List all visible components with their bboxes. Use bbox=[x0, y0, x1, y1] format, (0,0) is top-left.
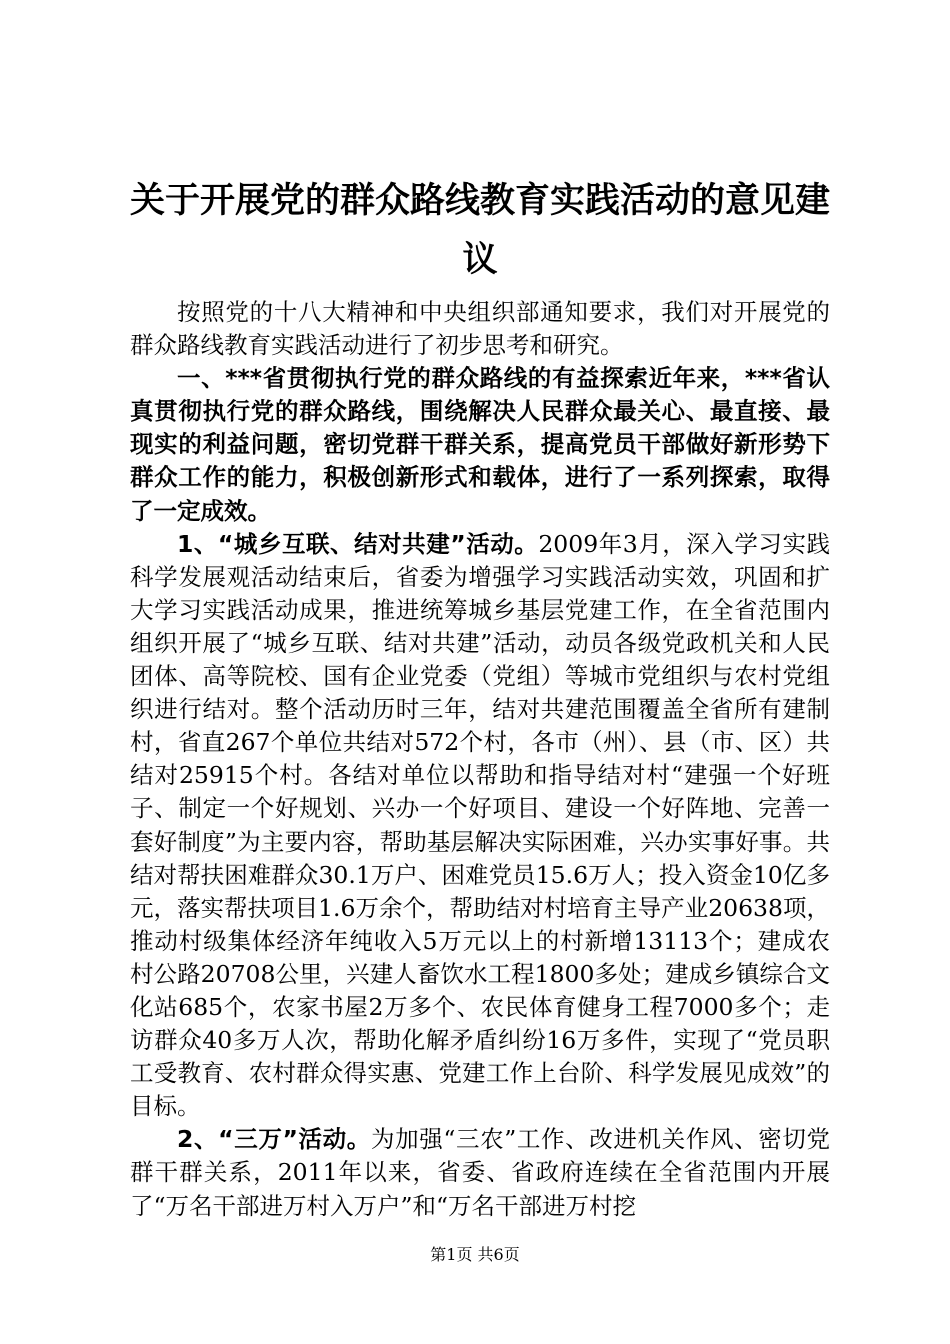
section-one-paragraph bbox=[130, 362, 830, 527]
section-one-paragraph-text: 一、***省贯彻执行党的群众路线的有益探索近年来，***省认真贯彻执行党的群众路线，围绕解决人民群众最关心、最直接、最现实的利益问题，密切党群干群关系，提高党员干部做好新形势下群众工作的能力，积极创新形式和载体，进行了一系列探索，取得了一定成效。 bbox=[130, 364, 830, 525]
activity-one-heading: 1、“城乡互联、结对共建”活动。 bbox=[177, 529, 539, 558]
intro-paragraph bbox=[130, 296, 830, 362]
activity-two-paragraph bbox=[130, 1123, 830, 1222]
document-title: 关于开展党的群众路线教育实践活动的意见建议 bbox=[129, 181, 830, 280]
activity-two-heading: 2、“三万”活动。 bbox=[177, 1125, 371, 1154]
page-footer: 第1页 共6页 bbox=[430, 1245, 520, 1264]
intro-paragraph-text: 按照党的十八大精神和中央组织部通知要求，我们对开展党的群众路线教育实践活动进行了初步思考和研究。 bbox=[130, 298, 830, 360]
activity-one-text: 2009年3月，深入学习实践科学发展观活动结束后，省委为增强学习实践活动实效，巩固和扩大学习实践活动成果，推进统筹城乡基层党建工作，在全省范围内组织开展了“城乡互联、结对共建”活动，动员各级党政机关和人民团体、高等院校、国有企业党委（党组）等城市党组织与农村党组织进行结对。整个活动历时三年，结对共建范围覆盖全省所有建制村，省直267个单位共结对572个村，各市（州）、县（市、区）共结对25915个村。各结对单位以帮助和指导结对村“建强一个好班子、制定一个好规划、兴办一个好项目、建设一个好阵地、完善一套好制度”为主要内容，帮助基层解决实际困难，兴办实事好事。共结对帮扶困难群众30.1万户、困难党员15.6万人；投入资金10亿多元，落实帮扶项目1.6万余个，帮助结对村培育主导产业20638项，推动村级集体经济年纯收入5万元以上的村新增13113个；建成农村公路20708公里，兴建人畜饮水工程1800多处；建成乡镇综合文化站685个，农家书屋2万多个、农民体育健身工程7000多个；走访群众40多万人次，帮助化解矛盾纠纷16万多件，实现了“党员职工受教育、农村群众得实惠、党建工作上台阶、科学发展见成效”的目标。 bbox=[130, 529, 830, 1121]
activity-one-paragraph bbox=[130, 528, 830, 1124]
activity-two-text: 为加强“三农”工作、改进机关作风、密切党群干群关系，2011年以来，省委、省政府连续在全省范围内开展了“万名干部进万村入万户”和“万名干部进万村挖 bbox=[130, 1125, 830, 1220]
document-body bbox=[130, 296, 830, 1223]
